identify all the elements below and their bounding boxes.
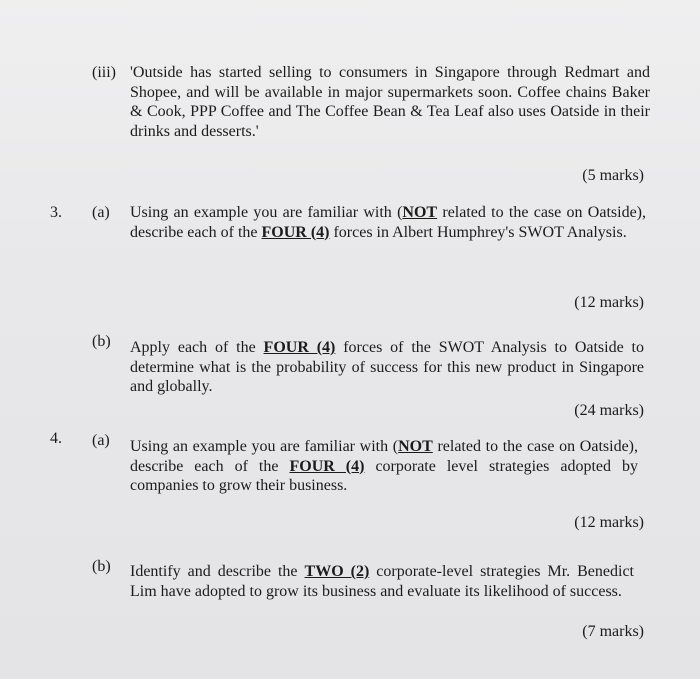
question-4-number: 4. xyxy=(50,430,62,447)
question-3a-marks: (12 marks) xyxy=(574,294,644,311)
question-3b-four: FOUR (4) xyxy=(263,339,336,356)
question-4a-not: NOT xyxy=(398,438,433,455)
question-4b-text-2: corporate-level strategies Mr. Benedict Lim have adopted to grow its business and evaluate its likelihood of success. xyxy=(130,563,635,600)
question-3b-label: (b) xyxy=(92,333,111,350)
question-4a-marks: (12 marks) xyxy=(574,514,644,531)
question-3a-four: FOUR (4) xyxy=(261,223,330,241)
question-4a-text-1: Using an example you are familiar with ( xyxy=(130,438,399,455)
question-3a-text-2: related to the case on Oatside), describe each of the xyxy=(130,204,647,241)
question-3a-text-3: forces in Albert Humphrey's SWOT Analysis. xyxy=(329,223,627,241)
question-3b-text xyxy=(130,338,644,397)
question-3b-marks: (24 marks) xyxy=(574,402,644,419)
question-3b-text-2: forces of the SWOT Analysis to Oatside to determine what is the probability of success for this new product in Singapore and globally. xyxy=(130,339,644,395)
question-4a-text-2: related to the case on Oatside), describe each of the xyxy=(130,438,639,475)
question-4a-text xyxy=(130,437,638,496)
question-3a-label: (a) xyxy=(92,204,110,221)
question-iii-text: 'Outside has started selling to consumers in Singapore through Redmart and Shopee, and will be available in major supermarkets soon. Coffee chains Baker & Cook, PPP Coffee and The Coffee Bean & Tea Leaf also uses Oatside in their drinks and desserts.' xyxy=(130,64,650,140)
question-3a-not: NOT xyxy=(402,204,438,221)
question-3a-text-1: Using an example you are familiar with ( xyxy=(130,204,403,221)
question-4a-four: FOUR (4) xyxy=(289,457,365,475)
question-4b-two: TWO (2) xyxy=(304,563,370,580)
question-4b-text-1: Identify and describe the xyxy=(130,563,305,580)
question-iii-marks: (5 marks) xyxy=(582,167,644,184)
question-3-number: 3. xyxy=(50,204,62,221)
question-4a-label: (a) xyxy=(92,432,110,449)
question-3b-text-1: Apply each of the xyxy=(130,339,264,356)
question-iii-label: (iii) xyxy=(92,64,116,81)
question-4a-text-3: corporate level strategies adopted by companies to grow their business. xyxy=(130,457,639,494)
question-4b-label: (b) xyxy=(92,558,111,575)
question-4b-marks: (7 marks) xyxy=(582,623,644,640)
question-3a-text xyxy=(130,203,646,242)
question-4b-text xyxy=(130,562,634,601)
